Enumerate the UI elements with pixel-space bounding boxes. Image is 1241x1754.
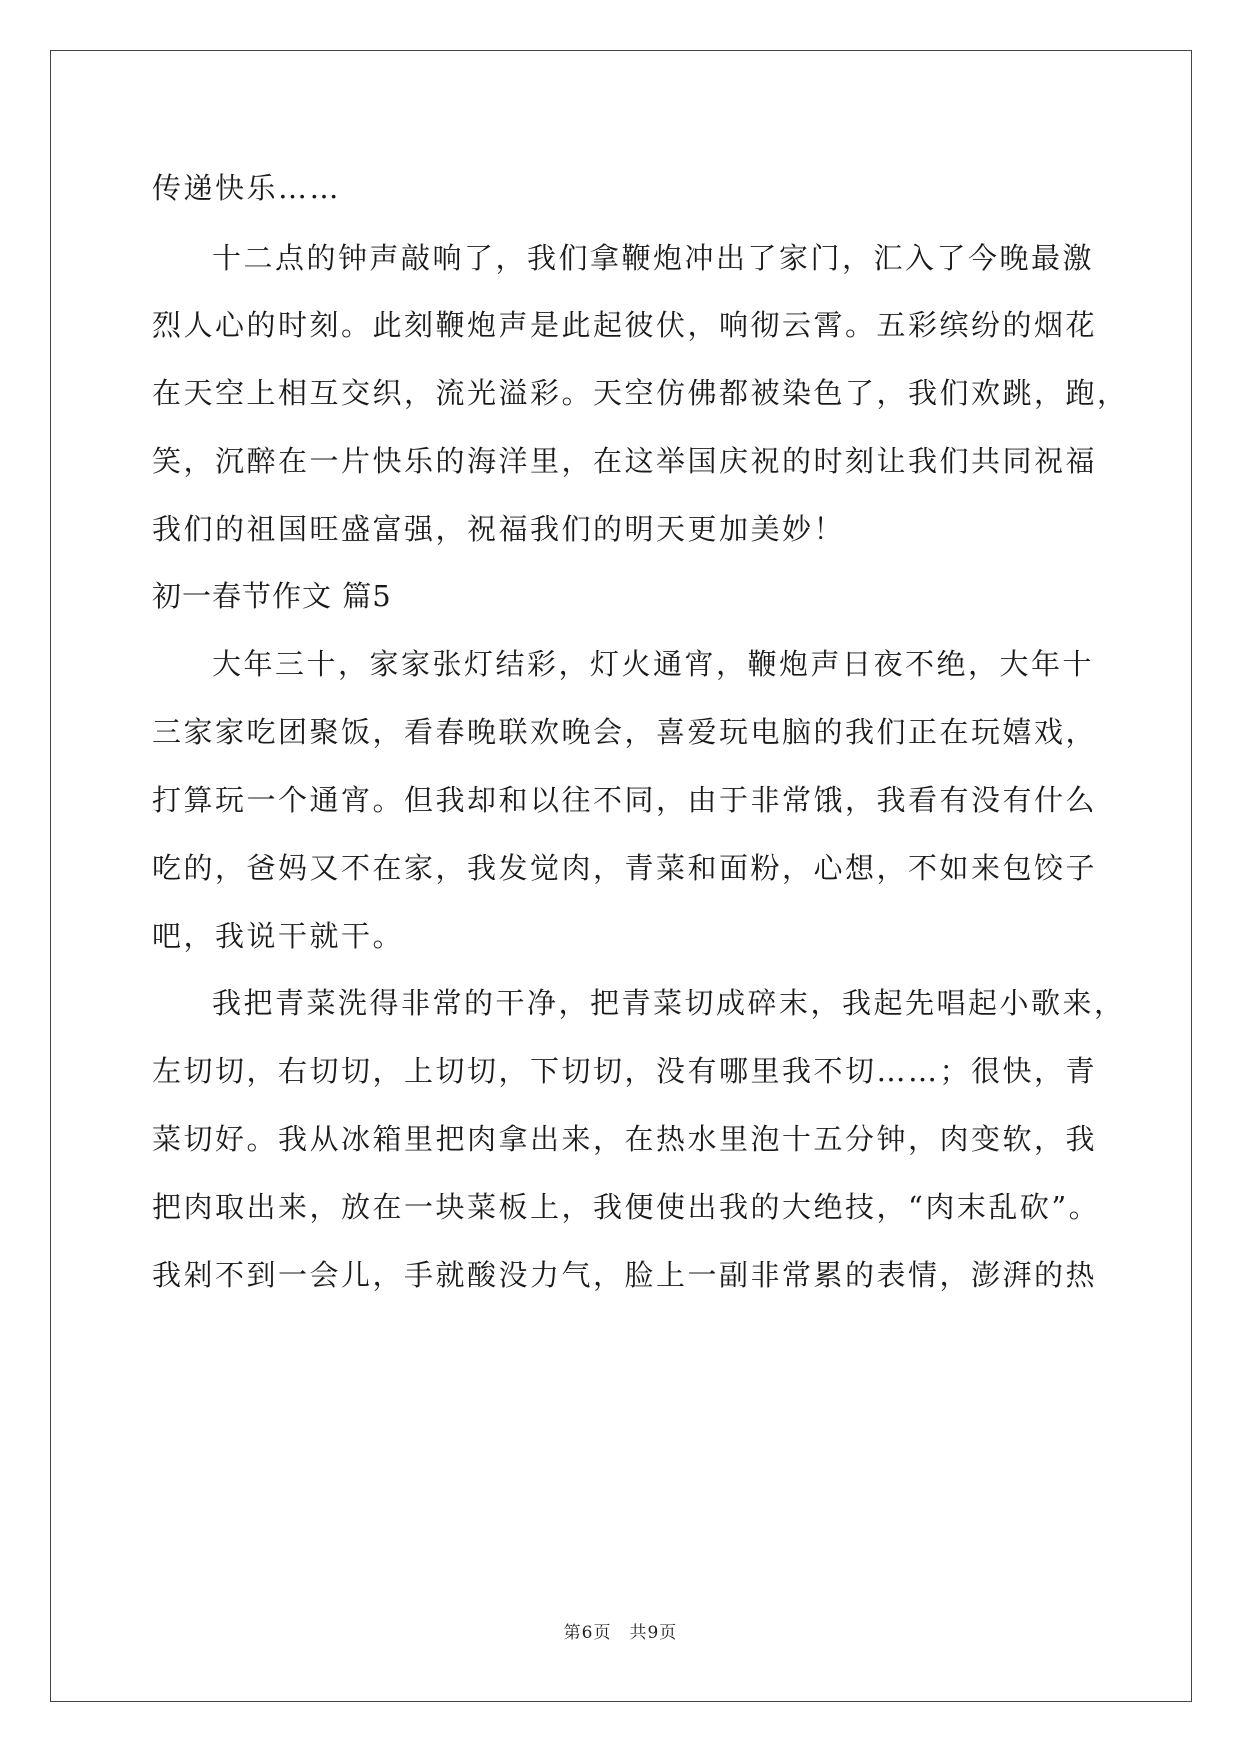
text-line: 传递快乐…… [152, 171, 342, 205]
text-line: 我们的祖国旺盛富强，祝福我们的明天更加美妙！ [152, 512, 846, 546]
page-number: 第6页 共9页 [563, 1623, 678, 1643]
text-line: 在天空上相互交织，流光溢彩。天空仿佛都被染色了，我们欢跳，跑， [152, 376, 1129, 410]
text-line: 把肉取出来，放在一块菜板上，我便使出我的大绝技，“肉末乱砍”。 [152, 1190, 1101, 1224]
paragraph-first-line: 大年三十，家家张灯结彩，灯火通宵，鞭炮声日夜不绝，大年十 [212, 647, 1095, 681]
text-line: 打算玩一个通宵。但我却和以往不同，由于非常饿，我看有没有什么 [152, 783, 1098, 817]
paragraph-first-line: 我把青菜洗得非常的干净，把青菜切成碎末，我起先唱起小歌来， [212, 986, 1126, 1020]
text-line: 三家家吃团聚饭，看春晚联欢晚会，喜爱玩电脑的我们正在玩嬉戏， [152, 715, 1098, 749]
text-line: 吧，我说干就干。 [152, 919, 405, 953]
text-line: 我剁不到一会儿，手就酸没力气，脸上一副非常累的表情，澎湃的热 [152, 1258, 1098, 1292]
text-line: 左切切，右切切，上切切，下切切，没有哪里我不切……；很快，青 [152, 1054, 1098, 1088]
text-line: 烈人心的时刻。此刻鞭炮声是此起彼伏，响彻云霄。五彩缤纷的烟花 [152, 308, 1098, 342]
paragraph-first-line: 十二点的钟声敲响了，我们拿鞭炮冲出了家门，汇入了今晚最激 [212, 241, 1095, 275]
section-heading: 初一春节作文 篇5 [152, 579, 392, 613]
text-line: 菜切好。我从冰箱里把肉拿出来，在热水里泡十五分钟，肉变软，我 [152, 1122, 1098, 1156]
text-line: 吃的，爸妈又不在家，我发觉肉，青菜和面粉，心想，不如来包饺子 [152, 851, 1098, 885]
text-line: 笑，沉醉在一片快乐的海洋里，在这举国庆祝的时刻让我们共同祝福 [152, 444, 1098, 478]
